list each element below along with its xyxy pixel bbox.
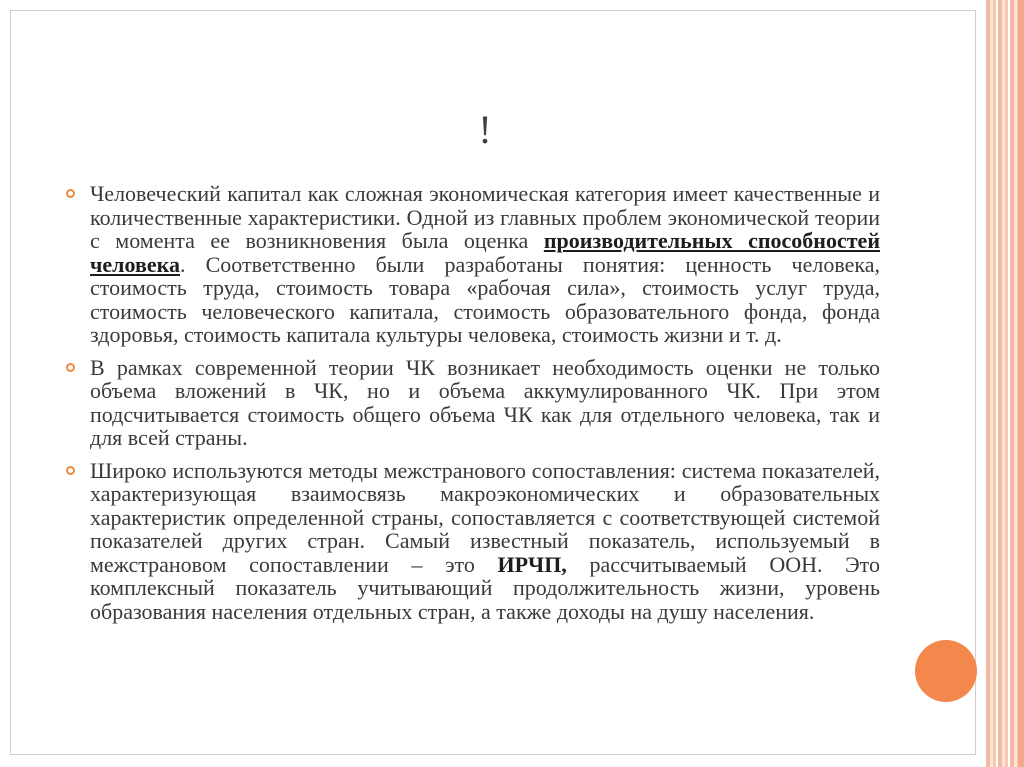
paragraph-text: В рамках современной теории ЧК возникает необходимость оценки не только объема вложений в ЧК, но и объема аккумулированного ЧК. При этом подсчитывается стоимость общего объема ЧК как для отдельного человека, так и для всей страны.: [90, 354, 880, 450]
bullet-icon: [66, 189, 75, 198]
paragraph-text: . Соответственно были разработаны понятия: ценность человека, стоимость труда, стоимость товара «рабочая сила», стоимость услуг труда, стоимость человеческого капитала, стоимость образовательного фонда, фонда здоровья, стоимость капитала культуры человека, стоимость жизни и т. д.: [90, 251, 880, 347]
emphasized-term: ИРЧП,: [497, 551, 567, 577]
bullet-icon: [66, 466, 75, 475]
decorative-stripe-edge: [1018, 0, 1024, 767]
bullet-paragraph-3: [90, 459, 880, 624]
decorative-circle: [915, 640, 977, 702]
emphasized-term: производительных способностей человека: [90, 228, 880, 277]
paragraph-text: Человеческий капитал как сложная экономическая категория имеет качественные и количественные характеристики. Одной из главных проблем экономической теории с момента ее возникновения была оценка: [90, 181, 880, 253]
bullet-icon: [66, 363, 75, 372]
slide-title: !: [478, 107, 492, 152]
slide-content: [90, 182, 880, 632]
paragraph-text: рассчитываемый ООН. Это комплексный показатель учитывающий продолжительность жизни, уровень образования населения отдельных стран, а также доходы на душу населения.: [90, 551, 881, 624]
bullet-paragraph-1: [90, 182, 880, 347]
bullet-paragraph-2: [90, 356, 880, 450]
paragraph-text: Широко используются методы межстранового сопоставления: система показателей, характеризующая взаимосвязь макроэкономических и образовательных характеристик определенной страны, сопоставляется с соответствующей системой показателей других стран. Самый известный показатель, используемый в межстрановом сопоставлении – это: [90, 457, 880, 577]
